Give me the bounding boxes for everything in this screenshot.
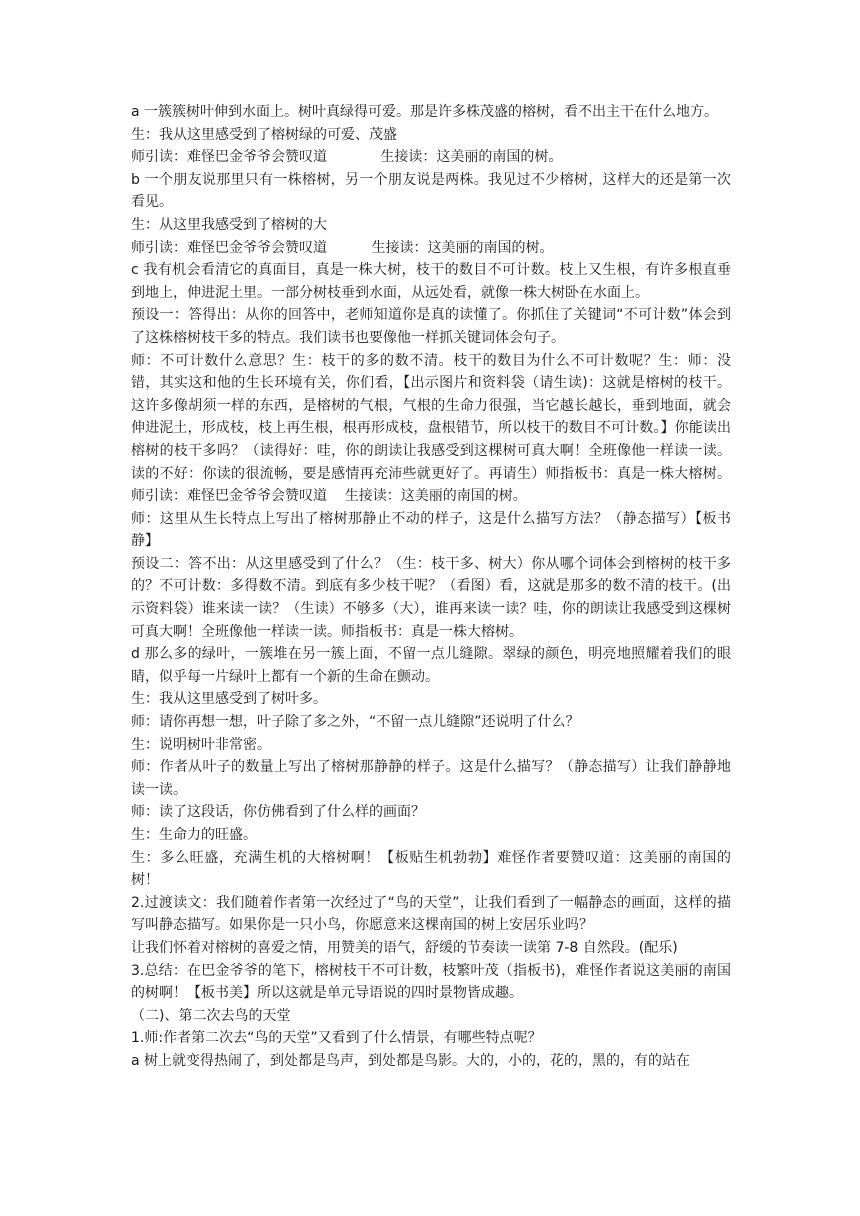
paragraph: 1.师:作者第二次去“鸟的天堂”又看到了什么情景，有哪些特点呢？ <box>131 1030 542 1047</box>
paragraph: 师：请你再想一想，叶子除了多之外，“不留一点儿缝隙”还说明了什么？ <box>131 714 580 731</box>
paragraph: c 我有机会看清它的真面目，真是一株大树，枝干的数目不可计数。枝上又生根，有许多根直垂到地上，伸进泥土里。一部分树枝垂到水面，从远处看，就像一株大树卧在水面上。 <box>131 262 731 301</box>
paragraph: 预设二：答不出：从这里感受到了什么？（生：枝干多、树大）你从哪个词体会到榕树的枝干多的？不可计数：多得数不清。到底有多少枝干呢？（看图）看，这就是那多的数不清的枝干。(出示资料袋）谁来读一读？（生读）不够多（大），谁再来读一读？哇，你的朗读让我感受到这棵树可真大啊！全班像他一样读一读。师指板书：真是一株大榕树。 <box>131 555 731 640</box>
paragraph: 生：从这里我感受到了榕树的大 <box>131 216 327 233</box>
paragraph: 让我们怀着对榕树的喜爱之情，用赞美的语气，舒缓的节奏读一读第 7-8 自然段。(配乐) <box>131 939 678 956</box>
paragraph: 3.总结：在巴金爷爷的笔下，榕树枝干不可计数，枝繁叶茂（指板书)，难怪作者说这美丽的南国的树啊！【板书美】所以这就是单元导语说的四时景物皆成趣。 <box>131 962 731 1002</box>
paragraph: a 一簇簇树叶伸到水面上。树叶真绿得可爱。那是许多株茂盛的榕树，看不出主干在什么地方。 <box>131 104 719 120</box>
document-page <box>131 101 731 1073</box>
paragraph: 2.过渡读文：我们随着作者第一次经过了“鸟的天堂”，让我们看到了一幅静态的画面，这样的描写叫静态描写。如果你是一只小鸟，你愿意来这棵南国的树上安居乐业吗？ <box>131 894 731 934</box>
paragraph: 师：不可计数什么意思？生：枝干的多的数不清。枝干的数目为什么不可计数呢？生：师：没错，其实这和他的生长环境有关，你们看，【出示图片和资料袋（请生读)：这就是榕树的枝干。这许多像胡须一样的东西，是榕树的气根，气根的生命力很强，当它越长越长，垂到地面，就会伸进泥土，形成枝，枝上再生根，根再形成枝，盘根错节，所以枝干的数目不可计数。】你能读出榕树的枝干多吗？（读得好：哇，你的朗读让我感受到这棵树可真大啊！全班像他一样读一读。读的不好：你读的很流畅，要是感情再充沛些就更好了。再请生）师指板书：真是一株大榕树。师引读：难怪巴金爷爷会赞叹道 生接读：这美丽的南国的树。 <box>131 352 731 505</box>
paragraph: 师引读：难怪巴金爷爷会赞叹道 生接读：这美丽的南国的树。 <box>131 149 563 166</box>
paragraph: b 一个朋友说那里只有一株榕树，另一个朋友说是两株。我见过不少榕树，这样大的还是第一次看见。 <box>131 171 731 211</box>
paragraph: 师：作者从叶子的数量上写出了榕树那静静的样子。这是什么描写？（静态描写）让我们静静地读一读。 <box>131 759 731 798</box>
paragraph: a 树上就变得热闹了，到处都是鸟声，到处都是鸟影。大的，小的，花的，黑的，有的站在 <box>131 1052 691 1069</box>
paragraph: 师：这里从生长特点上写出了榕树那静止不动的样子，这是什么描写方法？（静态描写）【板书静】 <box>131 510 731 550</box>
paragraph: 预设一：答得出：从你的回答中，老师知道你是真的读懂了。你抓住了关键词“不可计数”体会到了这株榕树枝干多的特点。我们读书也要像他一样抓关键词体会句子。 <box>131 307 731 346</box>
paragraph: 生：我从这里感受到了榕树绿的可爱、茂盛 <box>131 126 397 143</box>
section-heading: （二)、第二次去鸟的天堂 <box>131 1007 291 1024</box>
paragraph: d 那么多的绿叶，一簇堆在另一簇上面，不留一点儿缝隙。翠绿的颜色，明亮地照耀着我们的眼睛，似乎每一片绿叶上都有一个新的生命在颤动。 <box>131 646 731 685</box>
paragraph: 生：生命力的旺盛。 <box>131 827 257 843</box>
paragraph: 生：我从这里感受到了树叶多。 <box>131 691 327 708</box>
paragraph: 生：多么旺盛，充满生机的大榕树啊！【板贴生机勃勃】难怪作者要赞叹道：这美丽的南国的树！ <box>131 849 731 889</box>
paragraph: 生：说明树叶非常密。 <box>131 736 271 753</box>
paragraph: 师引读：难怪巴金爷爷会赞叹道 生接读：这美丽的南国的树。 <box>131 239 554 256</box>
paragraph: 师：读了这段话，你仿佛看到了什么样的画面？ <box>131 804 425 821</box>
